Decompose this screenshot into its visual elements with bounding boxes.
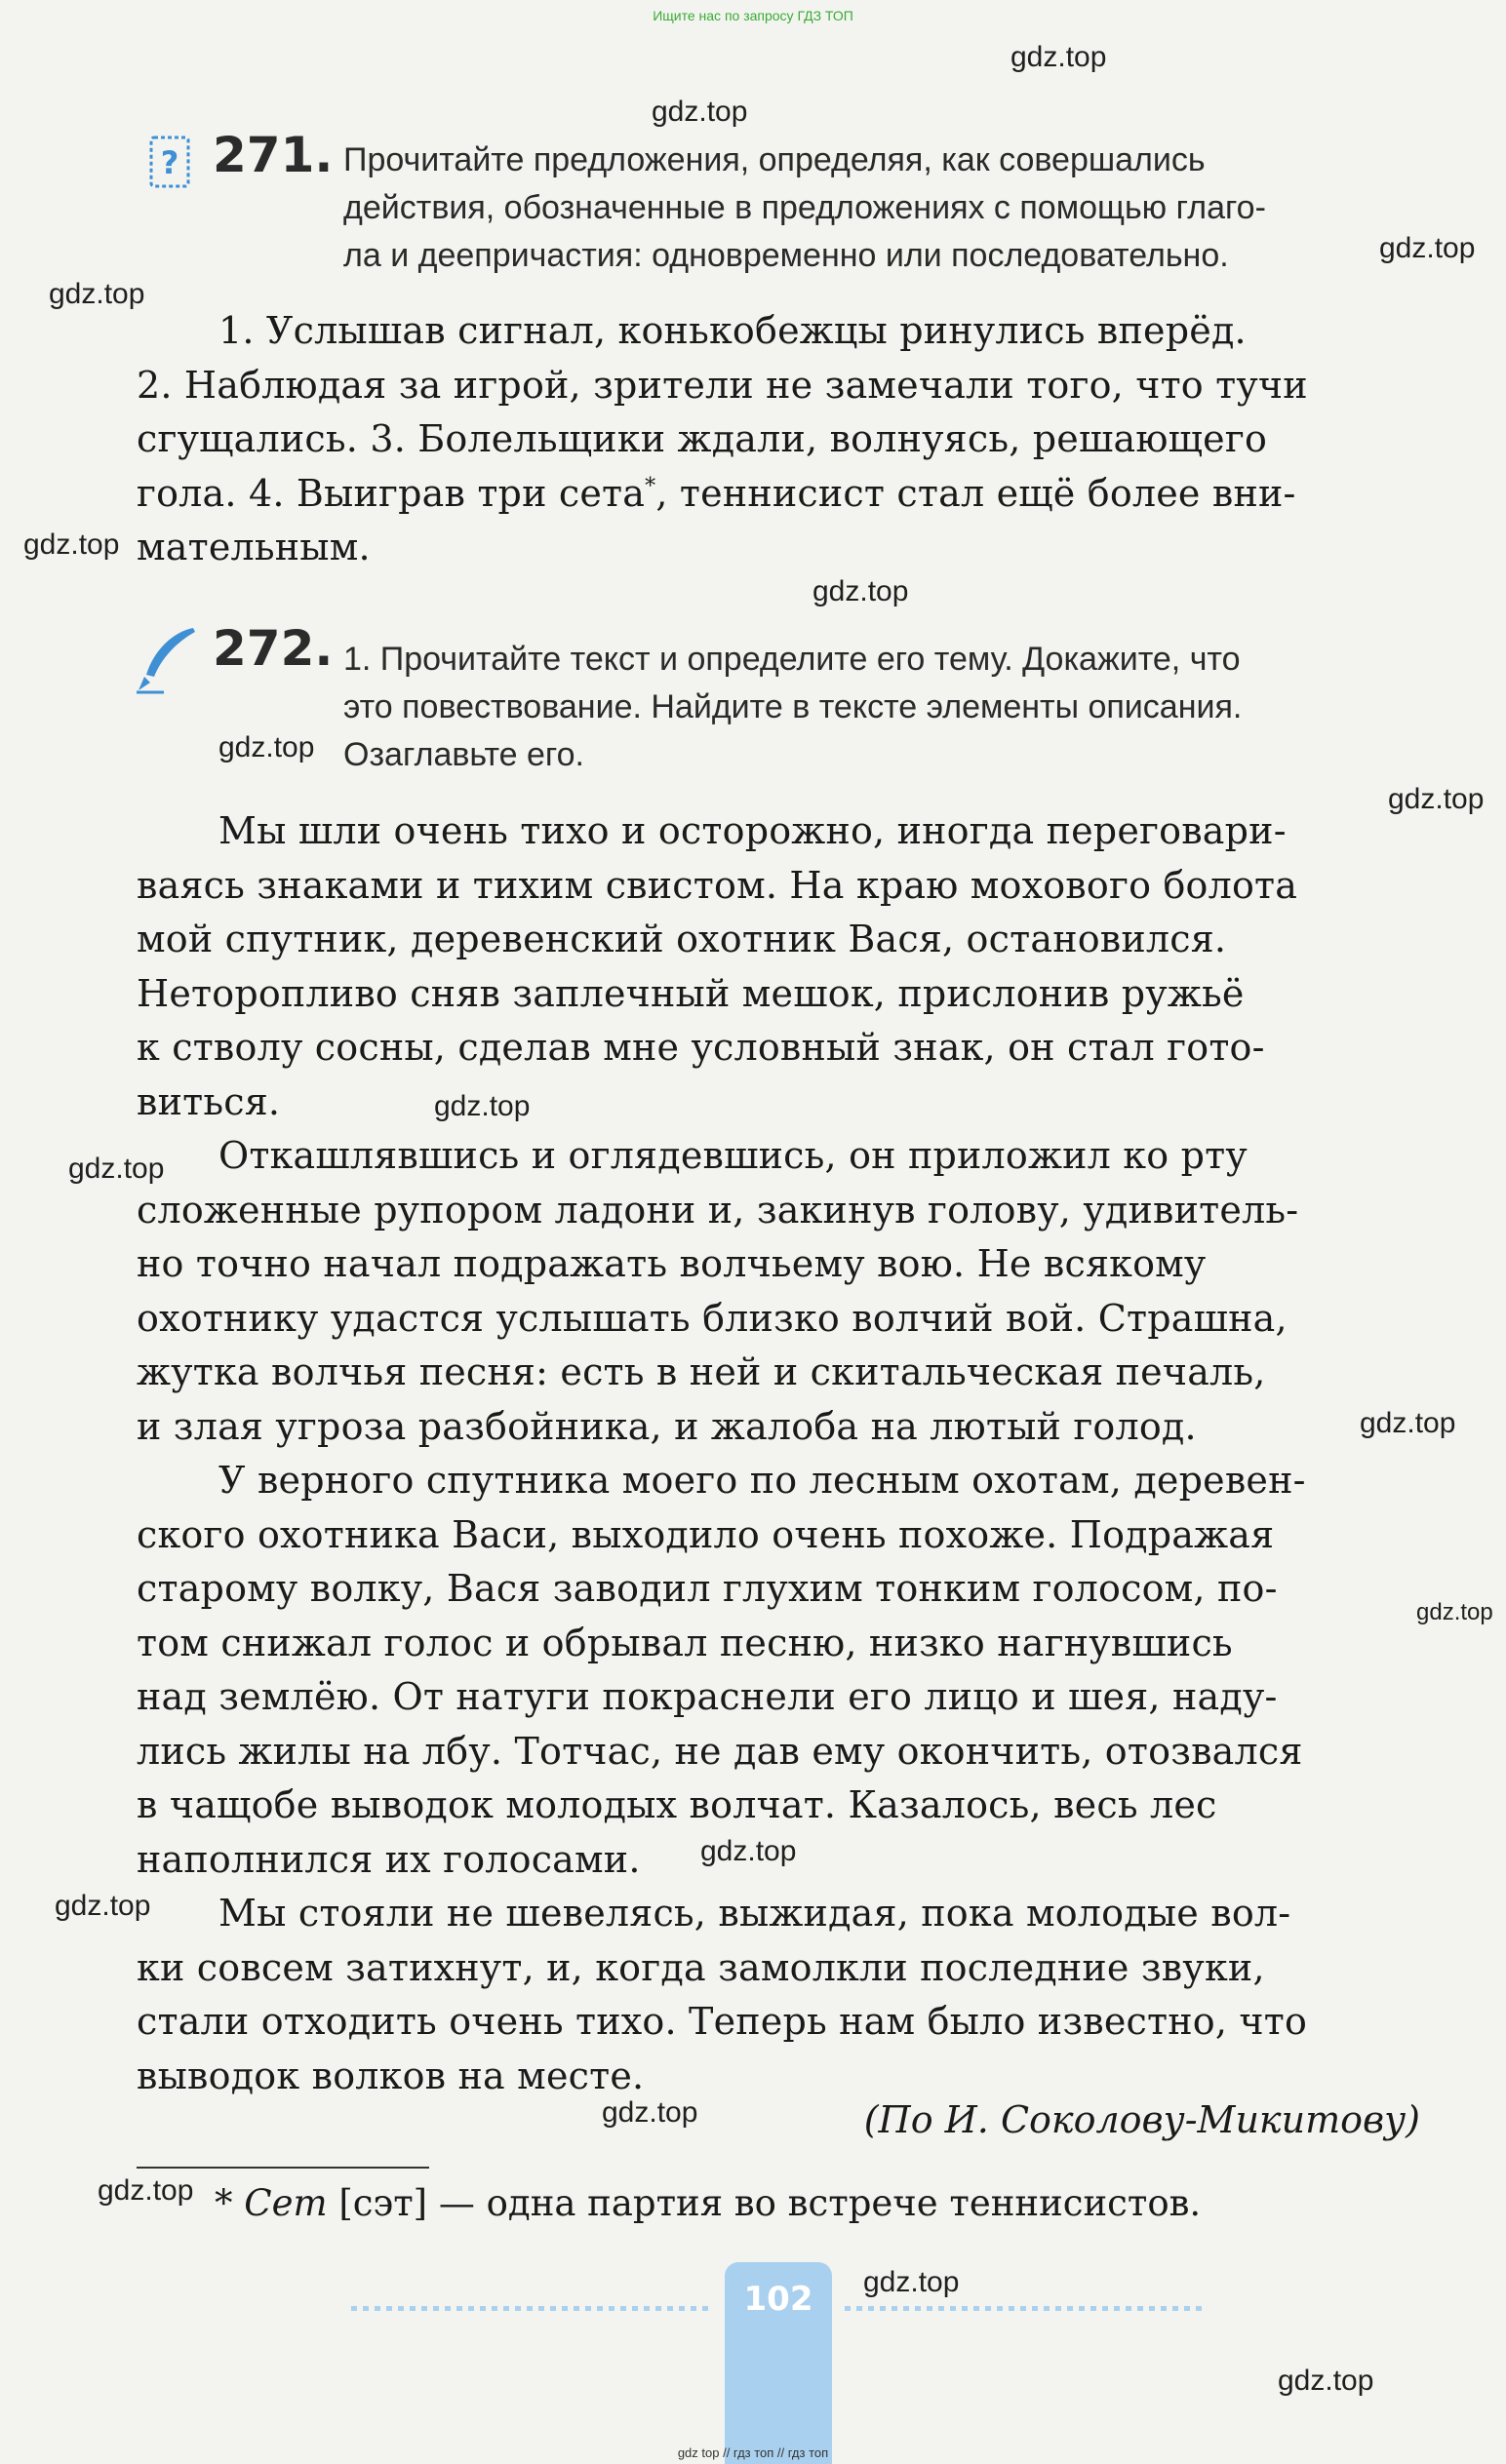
text-line: но точно начал подражать волчьему вою. Не всякому	[137, 1242, 1207, 1285]
text-line: жутка волчья песня: есть в ней и скитальческая печаль,	[137, 1350, 1266, 1393]
task-272-instruction	[343, 684, 1416, 779]
watermark: gdz.top	[812, 575, 909, 607]
text-line: мой спутник, деревенский охотник Вася, остановился.	[137, 918, 1227, 960]
text-line: над землёю. От натуги покраснели его лицо и шея, наду-	[137, 1675, 1278, 1718]
instruction-line: Озаглавьте его.	[343, 736, 584, 773]
page-number: 102	[743, 2280, 813, 2319]
text-line: Неторопливо сняв заплечный мешок, прислонив ружьё	[137, 971, 1245, 1015]
bottom-footer[interactable]: gdz top // гдз топ // гдз топ	[677, 2445, 829, 2460]
watermark: gdz.top	[1278, 2365, 1374, 2397]
text-line: и злая угроза разбойника, и жалоба на лютый голод.	[137, 1404, 1197, 1448]
instruction-line: Прочитайте предложения, определяя, как совершались	[343, 141, 1206, 178]
footnote-asterisk: *	[645, 473, 656, 498]
task-number-271: 271.	[213, 127, 334, 183]
text-line: ки совсем затихнут, и, когда замолкли последние звуки,	[137, 1945, 1265, 1989]
text-line: 1. Услышав сигнал, конькобежцы ринулись вперёд.	[218, 309, 1247, 352]
text-line: У верного спутника моего по лесным охотам, деревен-	[218, 1459, 1306, 1502]
text-line: 2. Наблюдая за игрой, зрители не замечали того, что тучи	[137, 363, 1308, 407]
watermark: gdz.top	[218, 731, 315, 763]
watermark: gdz.top	[23, 528, 120, 561]
task-271-instruction	[343, 137, 1416, 280]
footnote-mark: *	[215, 2182, 245, 2224]
watermark: gdz.top	[1416, 1599, 1493, 1625]
top-banner[interactable]: Ищите нас по запросу ГДЗ ТОП	[653, 8, 853, 23]
task-271-sentences	[137, 304, 1424, 575]
dotted-rule-right	[845, 2305, 1206, 2311]
text-source: (По И. Соколову-Микитову)	[863, 2098, 1420, 2141]
text-fragment: , теннисист стал ещё более вни-	[655, 471, 1296, 515]
text-line: Откашлявшись и оглядевшись, он приложил ко рту	[218, 1134, 1248, 1177]
svg-text:?: ?	[160, 144, 179, 181]
text-line: старому волку, Вася заводил глухим тонким голосом, по-	[137, 1567, 1278, 1610]
watermark: gdz.top	[652, 96, 748, 128]
text-line: мательным.	[137, 526, 371, 568]
watermark: gdz.top	[1360, 1407, 1456, 1439]
watermark: gdz.top	[55, 1890, 151, 1922]
text-line: сложенные рупором ладони и, закинув голову, удивитель-	[137, 1188, 1299, 1232]
task-number-272: 272.	[213, 620, 334, 677]
text-line: наполнился их голосами.	[137, 1837, 641, 1881]
text-line: сгущались. 3. Болельщики ждали, волнуясь, решающего	[137, 417, 1268, 460]
watermark: gdz.top	[1388, 783, 1485, 815]
pen-feather-icon	[135, 624, 199, 694]
text-line: стали отходить очень тихо. Теперь нам было известно, что	[137, 2000, 1308, 2043]
watermark: gdz.top	[68, 1153, 165, 1185]
footnote-term: Сет	[244, 2182, 328, 2224]
task-272-instruction	[343, 636, 1416, 684]
question-book-icon	[148, 135, 191, 189]
watermark: gdz.top	[700, 1835, 797, 1867]
instruction-line: это повествование. Найдите в тексте элементы описания.	[343, 688, 1243, 725]
watermark: gdz.top	[434, 1090, 531, 1122]
task-272-text	[137, 804, 1424, 2103]
text-line: Мы стояли не шевелясь, выжидая, пока молодые вол-	[218, 1892, 1291, 1935]
text-line: к стволу сосны, сделав мне условный знак, он стал гото-	[137, 1026, 1265, 1069]
instruction-line: действия, обозначенные в предложениях с помощью глаго-	[343, 189, 1266, 226]
text-line: выводок волков на месте.	[137, 2053, 645, 2097]
text-line: ского охотника Васи, выходило очень похоже. Подражая	[137, 1512, 1275, 1556]
watermark: gdz.top	[1379, 232, 1476, 264]
text-line: в чащобе выводок молодых волчат. Казалось, весь лес	[137, 1783, 1217, 1826]
watermark: gdz.top	[863, 2266, 960, 2298]
watermark: gdz.top	[602, 2096, 698, 2129]
watermark: gdz.top	[49, 278, 145, 310]
instruction-line: 1. Прочитайте текст и определите его тему. Докажите, что	[343, 641, 1241, 678]
footnote	[215, 2182, 1201, 2224]
dotted-rule-left	[351, 2305, 712, 2311]
footnote-divider	[137, 2167, 429, 2169]
watermark: gdz.top	[98, 2174, 194, 2207]
text-line: виться.	[137, 1079, 281, 1123]
footnote-text: [сэт] — одна партия во встрече теннисистов.	[327, 2182, 1202, 2224]
text-line: том снижал голос и обрывал песню, низко нагнувшись	[137, 1621, 1233, 1664]
text-line: Мы шли очень тихо и осторожно, иногда переговари-	[218, 809, 1287, 852]
text-line: ваясь знаками и тихим свистом. На краю мохового болота	[137, 863, 1298, 907]
instruction-line: ла и деепричастия: одновременно или последовательно.	[343, 237, 1229, 274]
text-line	[137, 467, 1424, 522]
text-line: охотнику удастся услышать близко волчий вой. Страшна,	[137, 1296, 1288, 1340]
text-line: лись жилы на лбу. Тотчас, не дав ему окончить, отозвался	[137, 1729, 1303, 1773]
text-fragment: гола. 4. Выиграв три сета	[137, 471, 646, 515]
watermark: gdz.top	[1011, 41, 1107, 73]
